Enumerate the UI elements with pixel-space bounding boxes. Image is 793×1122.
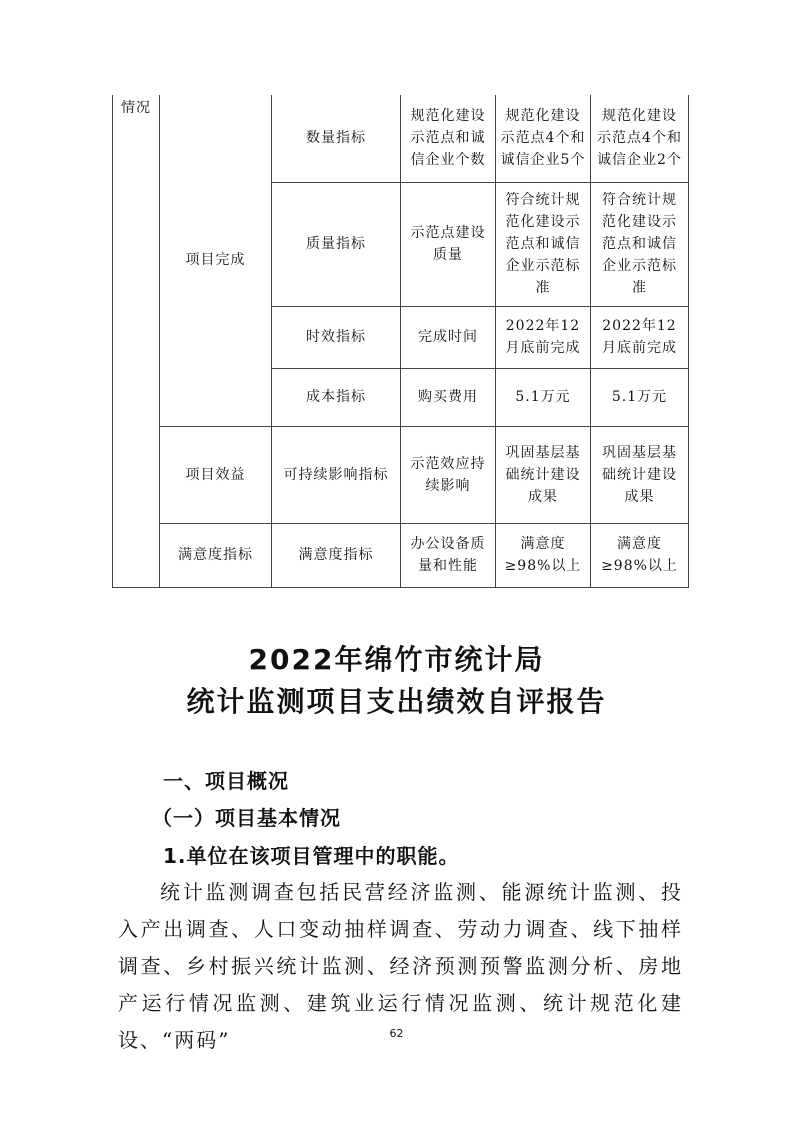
indicator-cell: 可持续影响指标 [272, 426, 401, 523]
indicator-cell: 成本指标 [272, 368, 401, 426]
body-paragraph: 统计监测调查包括民营经济监测、能源统计监测、投入产出调查、人口变动抽样调查、劳动力调查、线下抽样调查、乡村振兴统计监测、经济预测预警监测分析、房地产运行情况监测、建筑业运行情况监测、统计规范化建设、“两码” [118, 880, 683, 1052]
section-heading: 一、项目概况 [163, 769, 289, 793]
sub-indicator-cell: 示范效应持续影响 [401, 426, 496, 523]
sub-indicator-cell: 示范点建设质量 [401, 182, 496, 306]
actual-cell: 规范化建设示范点4个和诚信企业2个 [591, 95, 689, 182]
group-cell-satisfaction: 满意度指标 [160, 523, 272, 587]
target-cell: 2022年12月底前完成 [496, 306, 591, 368]
group-cell-complete: 项目完成 [160, 95, 272, 426]
report-title-line2: 统计监测项目支出绩效自评报告 [186, 685, 607, 718]
actual-cell: 满意度≥98%以上 [591, 523, 689, 587]
item-heading: 1.单位在该项目管理中的职能。 [163, 844, 460, 868]
table-row [113, 523, 689, 587]
sub-indicator-cell: 规范化建设示范点和诚信企业个数 [401, 95, 496, 182]
sub-indicator-cell: 完成时间 [401, 306, 496, 368]
group-cell-benefit: 项目效益 [160, 426, 272, 523]
indicator-cell: 满意度指标 [272, 523, 401, 587]
target-cell: 满意度≥98%以上 [496, 523, 591, 587]
actual-cell: 5.1万元 [591, 368, 689, 426]
actual-cell: 符合统计规范化建设示范点和诚信企业示范标准 [591, 182, 689, 306]
subsection-heading: （一）项目基本情况 [152, 806, 341, 830]
target-cell: 巩固基层基础统计建设成果 [496, 426, 591, 523]
performance-table [112, 95, 689, 588]
target-cell: 规范化建设示范点4个和诚信企业5个 [496, 95, 591, 182]
sub-indicator-cell: 购买费用 [401, 368, 496, 426]
table-row [113, 426, 689, 523]
actual-cell: 巩固基层基础统计建设成果 [591, 426, 689, 523]
target-cell: 符合统计规范化建设示范点和诚信企业示范标准 [496, 182, 591, 306]
report-title-line1: 2022年绵竹市统计局 [248, 643, 545, 676]
indicator-cell: 时效指标 [272, 306, 401, 368]
indicator-cell: 质量指标 [272, 182, 401, 306]
actual-cell: 2022年12月底前完成 [591, 306, 689, 368]
sub-indicator-cell: 办公设备质量和性能 [401, 523, 496, 587]
table-row [113, 95, 689, 182]
row-label-cell: 情况 [113, 95, 160, 587]
page-number: 62 [389, 1027, 404, 1040]
indicator-cell: 数量指标 [272, 95, 401, 182]
target-cell: 5.1万元 [496, 368, 591, 426]
